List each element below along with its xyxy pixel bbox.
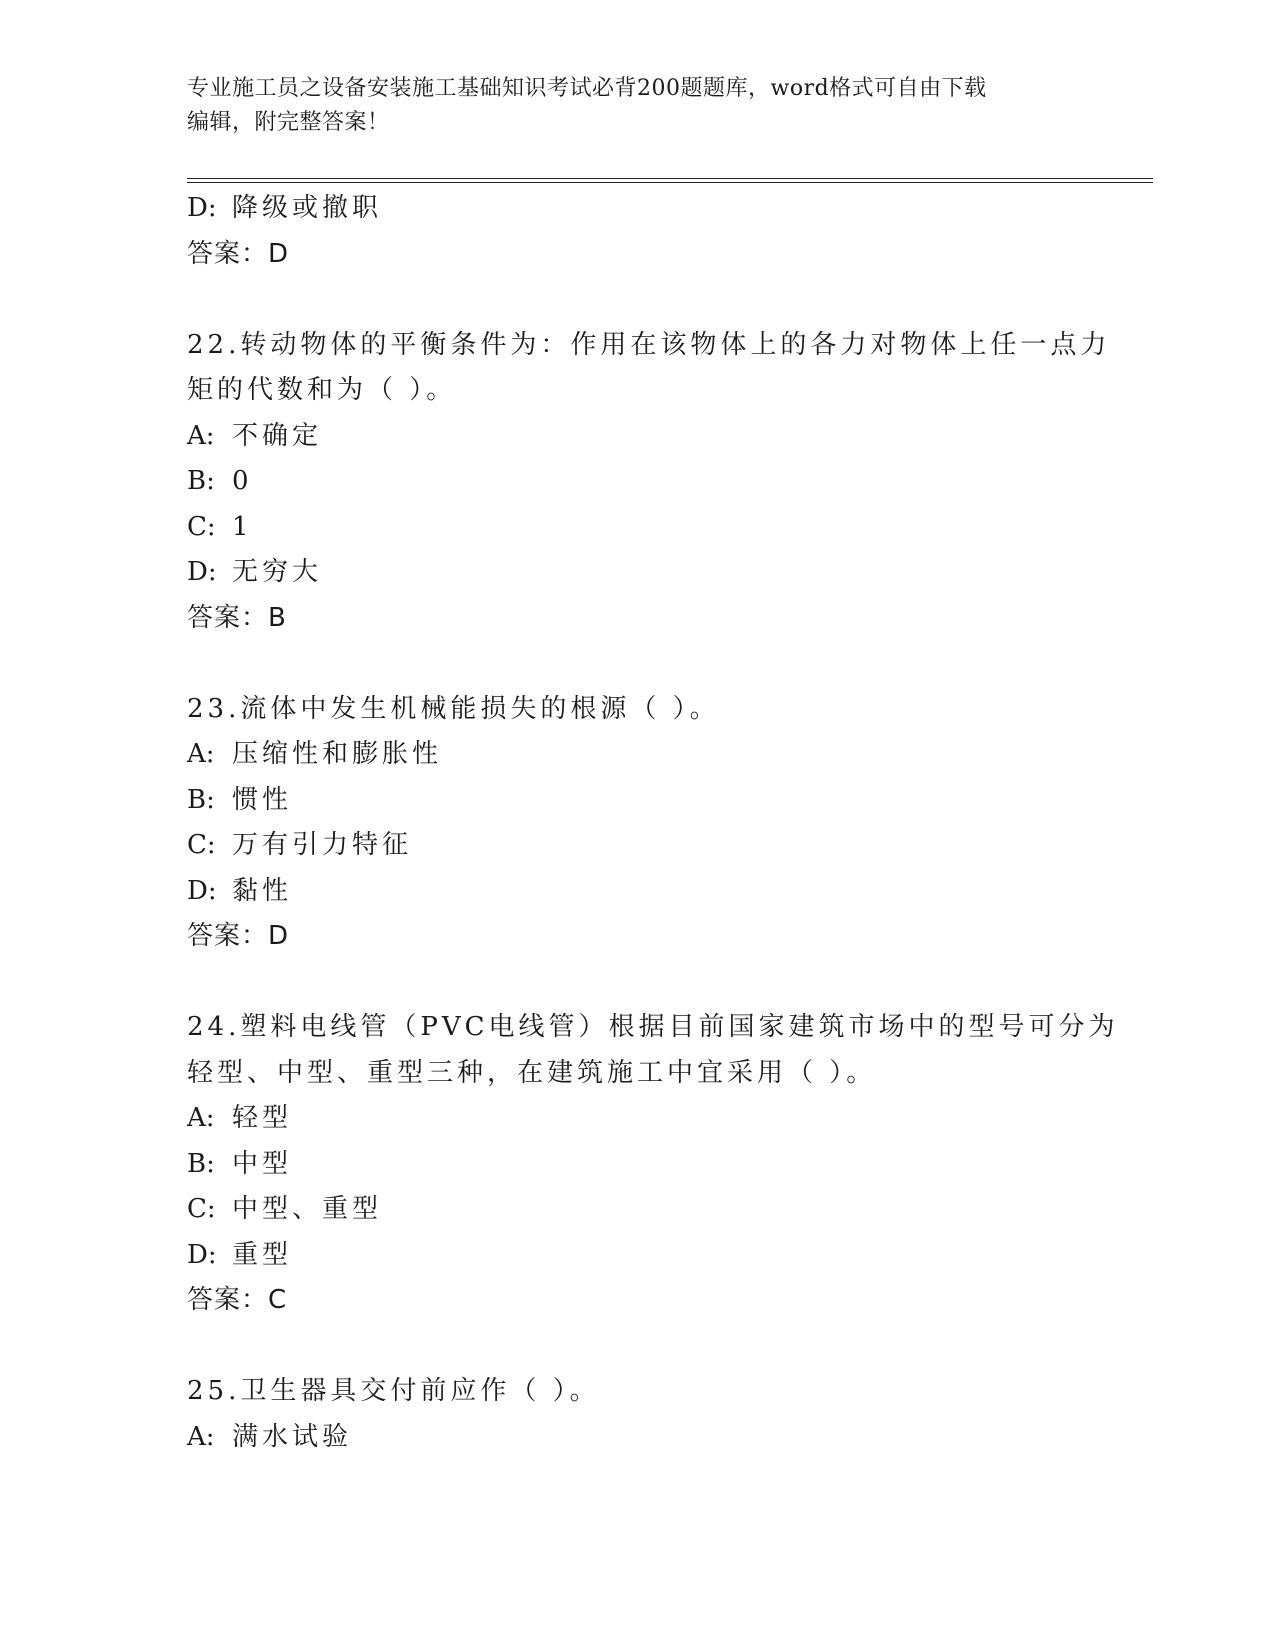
- option-letter: D:: [187, 557, 217, 587]
- option-text: 1: [232, 511, 253, 542]
- option-a: [187, 732, 1087, 778]
- option-letter: D:: [187, 1239, 217, 1270]
- option-letter: C:: [187, 830, 216, 860]
- option-letter: C:: [187, 511, 216, 542]
- question-stem-line: 24.塑料电线管（PVC电线管）根据目前国家建筑市场中的型号可分为: [187, 1012, 1119, 1042]
- option-text: 不确定: [232, 420, 323, 451]
- prev-answer: 答案：D: [187, 238, 290, 269]
- question-23: [187, 687, 1087, 960]
- option-b: [187, 459, 1087, 505]
- option-letter: B:: [187, 784, 215, 815]
- option-text: 重型: [232, 1239, 293, 1270]
- option-text: 压缩性和膨胀性: [232, 739, 443, 769]
- answer: 答案：D: [187, 921, 290, 951]
- option-text: 中型: [232, 1148, 293, 1179]
- option-a: [187, 1096, 1087, 1142]
- option-a: [187, 414, 1087, 460]
- option-text: 黏性: [232, 875, 293, 906]
- option-letter: D:: [187, 193, 217, 223]
- question-22: [187, 323, 1111, 642]
- option-c: [187, 1187, 1087, 1233]
- option-letter: A:: [187, 1103, 215, 1133]
- option-d: [187, 869, 1087, 915]
- option-a: [187, 1415, 1087, 1461]
- option-c: [187, 505, 1087, 551]
- question-stem-line: 25.卫生器具交付前应作（ ）。: [187, 1376, 600, 1406]
- question-stem-line: 22.转动物体的平衡条件为：作用在该物体上的各力对物体上任一点力: [187, 329, 1111, 360]
- option-letter: C:: [187, 1194, 216, 1224]
- question-stem-line: 23.流体中发生机械能损失的根源（ ）。: [187, 693, 720, 724]
- header-line-1: 专业施工员之设备安装施工基础知识考试必背200题题库，word格式可自由下载: [187, 76, 987, 101]
- option-text: 万有引力特征: [232, 830, 413, 860]
- page-header: [187, 72, 1087, 140]
- answer: 答案：C: [187, 1285, 288, 1315]
- option-b: [187, 1142, 1087, 1188]
- option-text: 满水试验: [232, 1421, 353, 1452]
- answer: 答案：B: [187, 602, 287, 633]
- option-letter: D:: [187, 875, 217, 906]
- header-line-2: 编辑，附完整答案！: [187, 110, 390, 135]
- option-letter: B:: [187, 466, 215, 496]
- option-text: 0: [232, 466, 253, 496]
- header-divider-top: [187, 178, 1153, 179]
- question-stem-line: 轻型、中型、重型三种，在建筑施工中宜采用（ ）。: [187, 1057, 877, 1088]
- option-letter: B:: [187, 1148, 215, 1179]
- option-letter: A:: [187, 1421, 215, 1452]
- question-24: [187, 1005, 1119, 1324]
- option-text: 无穷大: [232, 557, 323, 587]
- option-text: 中型、重型: [232, 1194, 383, 1224]
- option-letter: A:: [187, 739, 215, 769]
- option-b: [187, 778, 1087, 824]
- option-text: 轻型: [232, 1103, 293, 1133]
- option-text: 降级或撤职: [232, 193, 383, 223]
- question-list: [187, 186, 1119, 1460]
- option-letter: A:: [187, 420, 215, 451]
- option-d: [187, 1233, 1087, 1279]
- question-stem-line: 矩的代数和为（ ）。: [187, 375, 457, 405]
- option-d: [187, 550, 1087, 596]
- prev-option-d: [187, 186, 1087, 232]
- question-25: [187, 1369, 1087, 1460]
- header-divider-bottom: [187, 182, 1153, 183]
- option-c: [187, 823, 1087, 869]
- option-text: 惯性: [232, 784, 293, 815]
